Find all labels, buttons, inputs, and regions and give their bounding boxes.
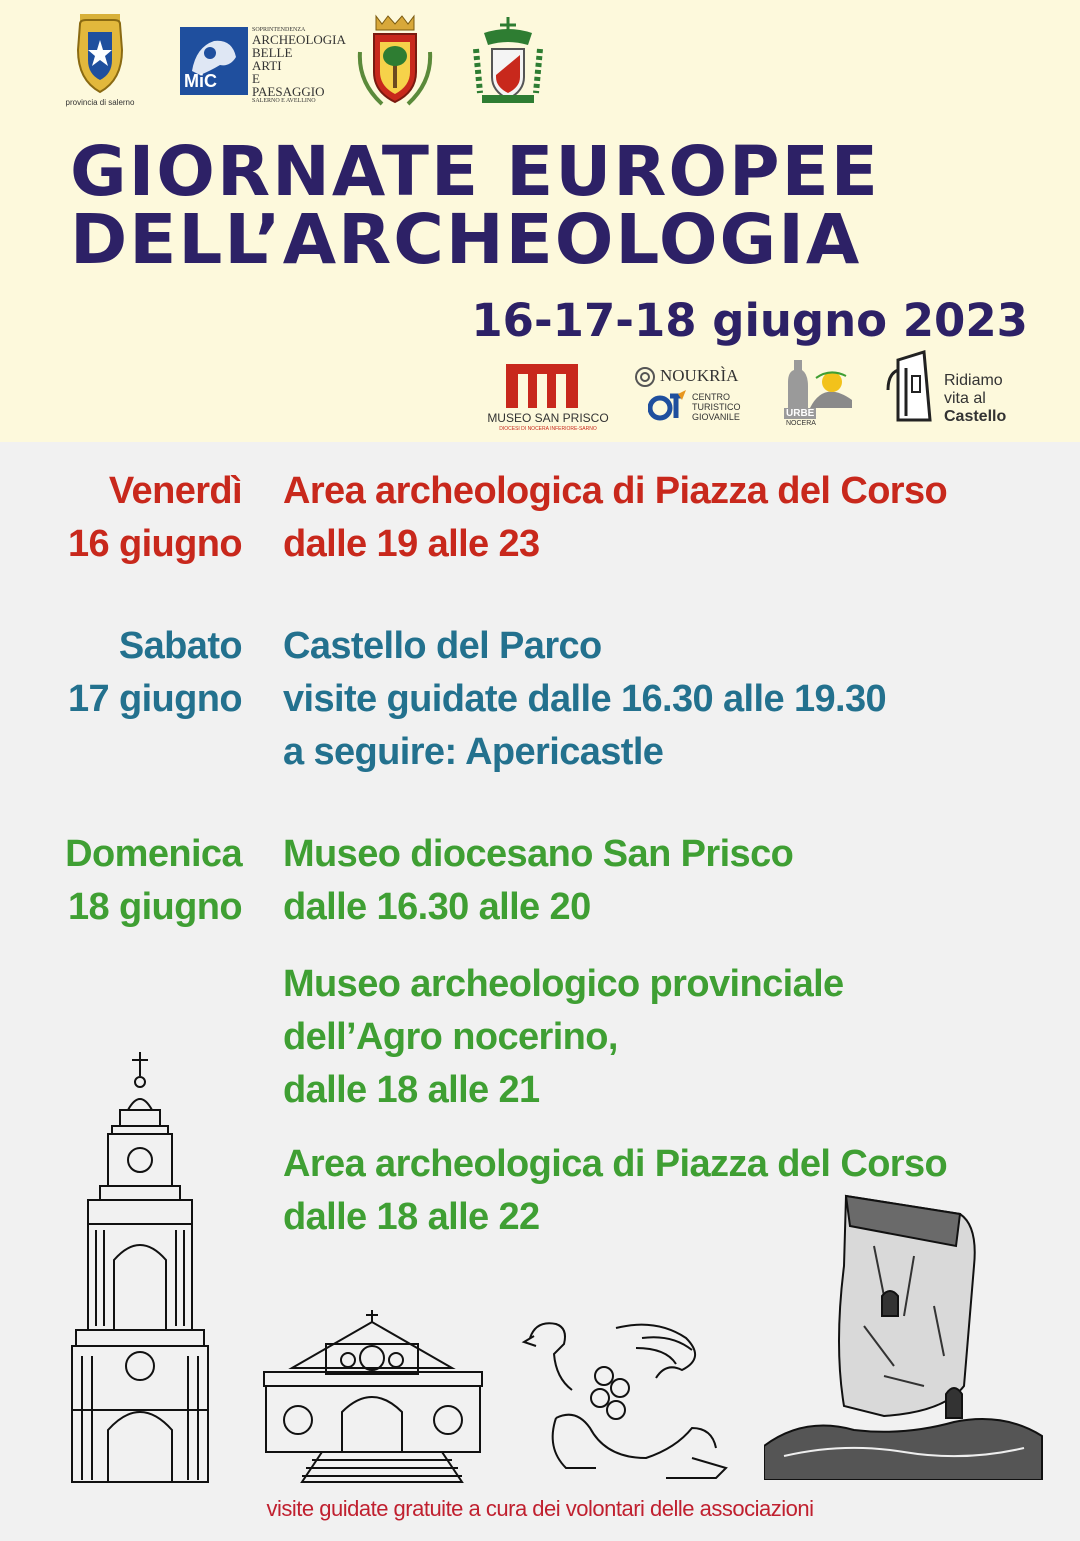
- castle-tower-drawing: [764, 1186, 1044, 1485]
- sunday-day-label: Domenica 18 giugno: [65, 833, 242, 928]
- urbe-sub: NOCERA: [786, 420, 816, 427]
- city-crest-logo: [352, 12, 438, 112]
- urbe-nocera-logo: [780, 356, 854, 428]
- saturday-day-label: Sabato 17 giugno: [67, 625, 242, 720]
- event-dates: 16-17-18 giugno 2023: [471, 294, 1028, 347]
- urbe-name: URBE: [786, 408, 815, 419]
- mic-line: ARCHEOLOGIA: [252, 32, 346, 47]
- mic-brand: MiC: [184, 71, 217, 91]
- title-line-1: GIORNATE EUROPEE: [70, 132, 880, 212]
- mic-line: SALERNO E AVELLINO: [252, 98, 316, 104]
- museo-mark: [506, 364, 578, 408]
- bell-tower-drawing: [62, 1050, 218, 1495]
- sunday-event-area-archeologica: Area archeologica di Piazza del Corso dalle 18 alle 22: [283, 1143, 948, 1238]
- mic-logo-mark: [180, 27, 248, 95]
- ridiamo-vita-logo: [884, 350, 1024, 426]
- friday-event: Area archeologica di Piazza del Corso dalle 19 alle 23: [283, 470, 948, 565]
- friday-day-label: Venerdì 16 giugno: [67, 470, 242, 565]
- church-facade-drawing: [262, 1308, 484, 1489]
- noukria-sub: CENTRO TURISTICO GIOVANILE: [692, 392, 741, 422]
- saturday-event: Castello del Parco visite guidate dalle 16.30 alle 19.30 a seguire: Apericastle: [283, 625, 887, 773]
- sunday-event-museo-diocesano: Museo diocesano San Prisco dalle 16.30 alle 20: [283, 833, 794, 928]
- mic-line: E PAESAGGIO: [252, 71, 325, 99]
- mic-line: SOPRINTENDENZA: [252, 27, 306, 33]
- mic-text: [252, 27, 346, 104]
- museo-name: MUSEO SAN PRISCO: [487, 411, 609, 425]
- diocese-crest-logo: [470, 15, 546, 105]
- mic-logo: [180, 27, 346, 104]
- footer-note: visite guidate gratuite a cura dei volontari delle associazioni: [266, 1496, 814, 1521]
- sunday-event-museo-archeologico: Museo archeologico provinciale dell’Agro nocerino, dalle 18 alle 21: [283, 963, 844, 1111]
- provincia-caption: provincia di salerno: [65, 98, 135, 107]
- museo-san-prisco-logo: [486, 364, 610, 434]
- ridiamo-text: Ridiamo vita al Castello: [944, 372, 1007, 425]
- griffin-relief-drawing: [516, 1318, 732, 1489]
- noukria-logo: [634, 366, 752, 426]
- noukria-name: NOUKRÌA: [660, 366, 739, 385]
- museo-sub: DIOCESI DI NOCERA INFERIORE-SARNO: [499, 426, 597, 432]
- provincia-di-salerno-logo: [62, 10, 138, 110]
- mic-line: BELLE ARTI: [252, 45, 293, 73]
- title-line-2: DELL’ARCHEOLOGIA: [70, 200, 862, 280]
